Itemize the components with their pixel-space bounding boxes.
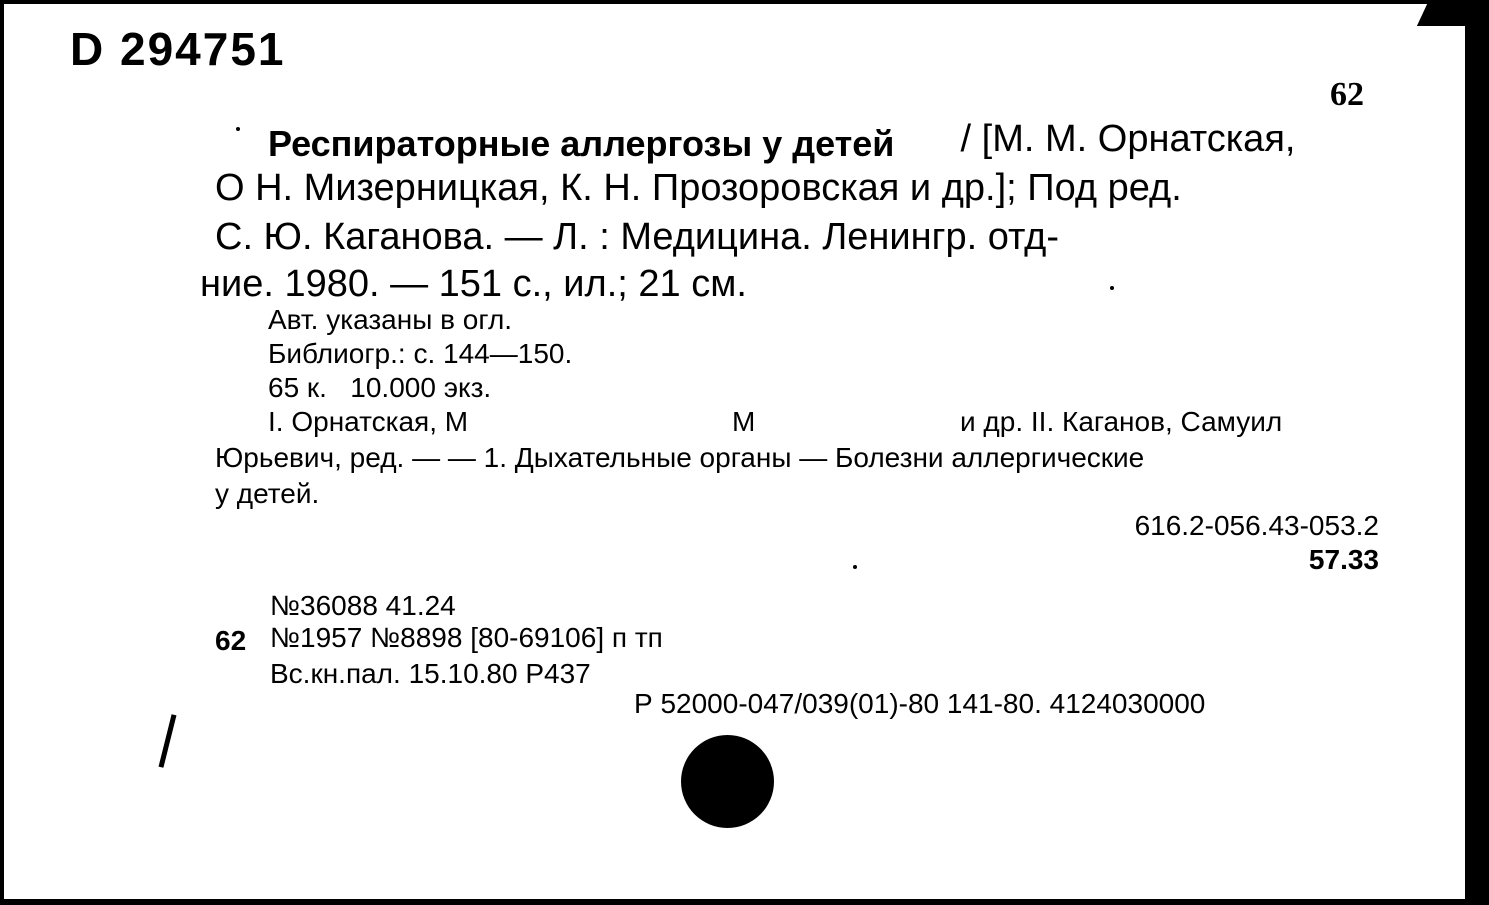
tech-line-4: Р 52000-047/039(01)-80 141-80. 4124030000 [634,688,1206,719]
speck [236,127,240,131]
udc-index: 616.2-056.43-053.2 [1134,510,1379,541]
tech-line-2-prefix: 62 [215,625,247,656]
description-line-1: / [М. М. Орнатская, [950,118,1296,160]
subject-author-initial: М [732,406,756,437]
inventory-number: D 294751 [70,23,286,75]
speck [853,565,857,569]
description-line-3: С. Ю. Каганова. — Л. : Медицина. Ленингр. отд- [215,216,1059,258]
note-bibliography: Библиогр.: с. 144—150. [268,338,573,369]
note-authors: Авт. указаны в огл. [268,304,513,335]
tech-line-3: Вс.кн.пал. 15.10.80 Р437 [270,658,591,689]
tech-line-2: №1957 №8898 [80-69106] п тп [270,622,663,653]
book-title: Респираторные аллергозы у детей [268,123,895,164]
note-price-copies: 65 к. 10.000 экз. [268,372,492,403]
subject-author: I. Орнатская, М [268,406,469,437]
card-corner [1417,0,1489,26]
bbk-index: 57.33 [1308,544,1379,575]
page-number: 62 [1330,76,1364,113]
description-line-2: О Н. Мизерницкая, К. Н. Прозоровская и др.]; Под ред. [215,167,1182,209]
tech-line-1: №36088 41.24 [270,590,456,621]
subject-line-3: у детей. [215,478,320,509]
subject-editor: и др. II. Каганов, Самуил [960,406,1283,437]
speck [1110,286,1114,290]
description-line-4: ние. 1980. — 151 с., ил.; 21 см. [200,263,747,305]
subject-line-2: Юрьевич, ред. — — 1. Дыхательные органы — Болезни аллергические [215,442,1145,473]
punch-hole [681,735,774,828]
